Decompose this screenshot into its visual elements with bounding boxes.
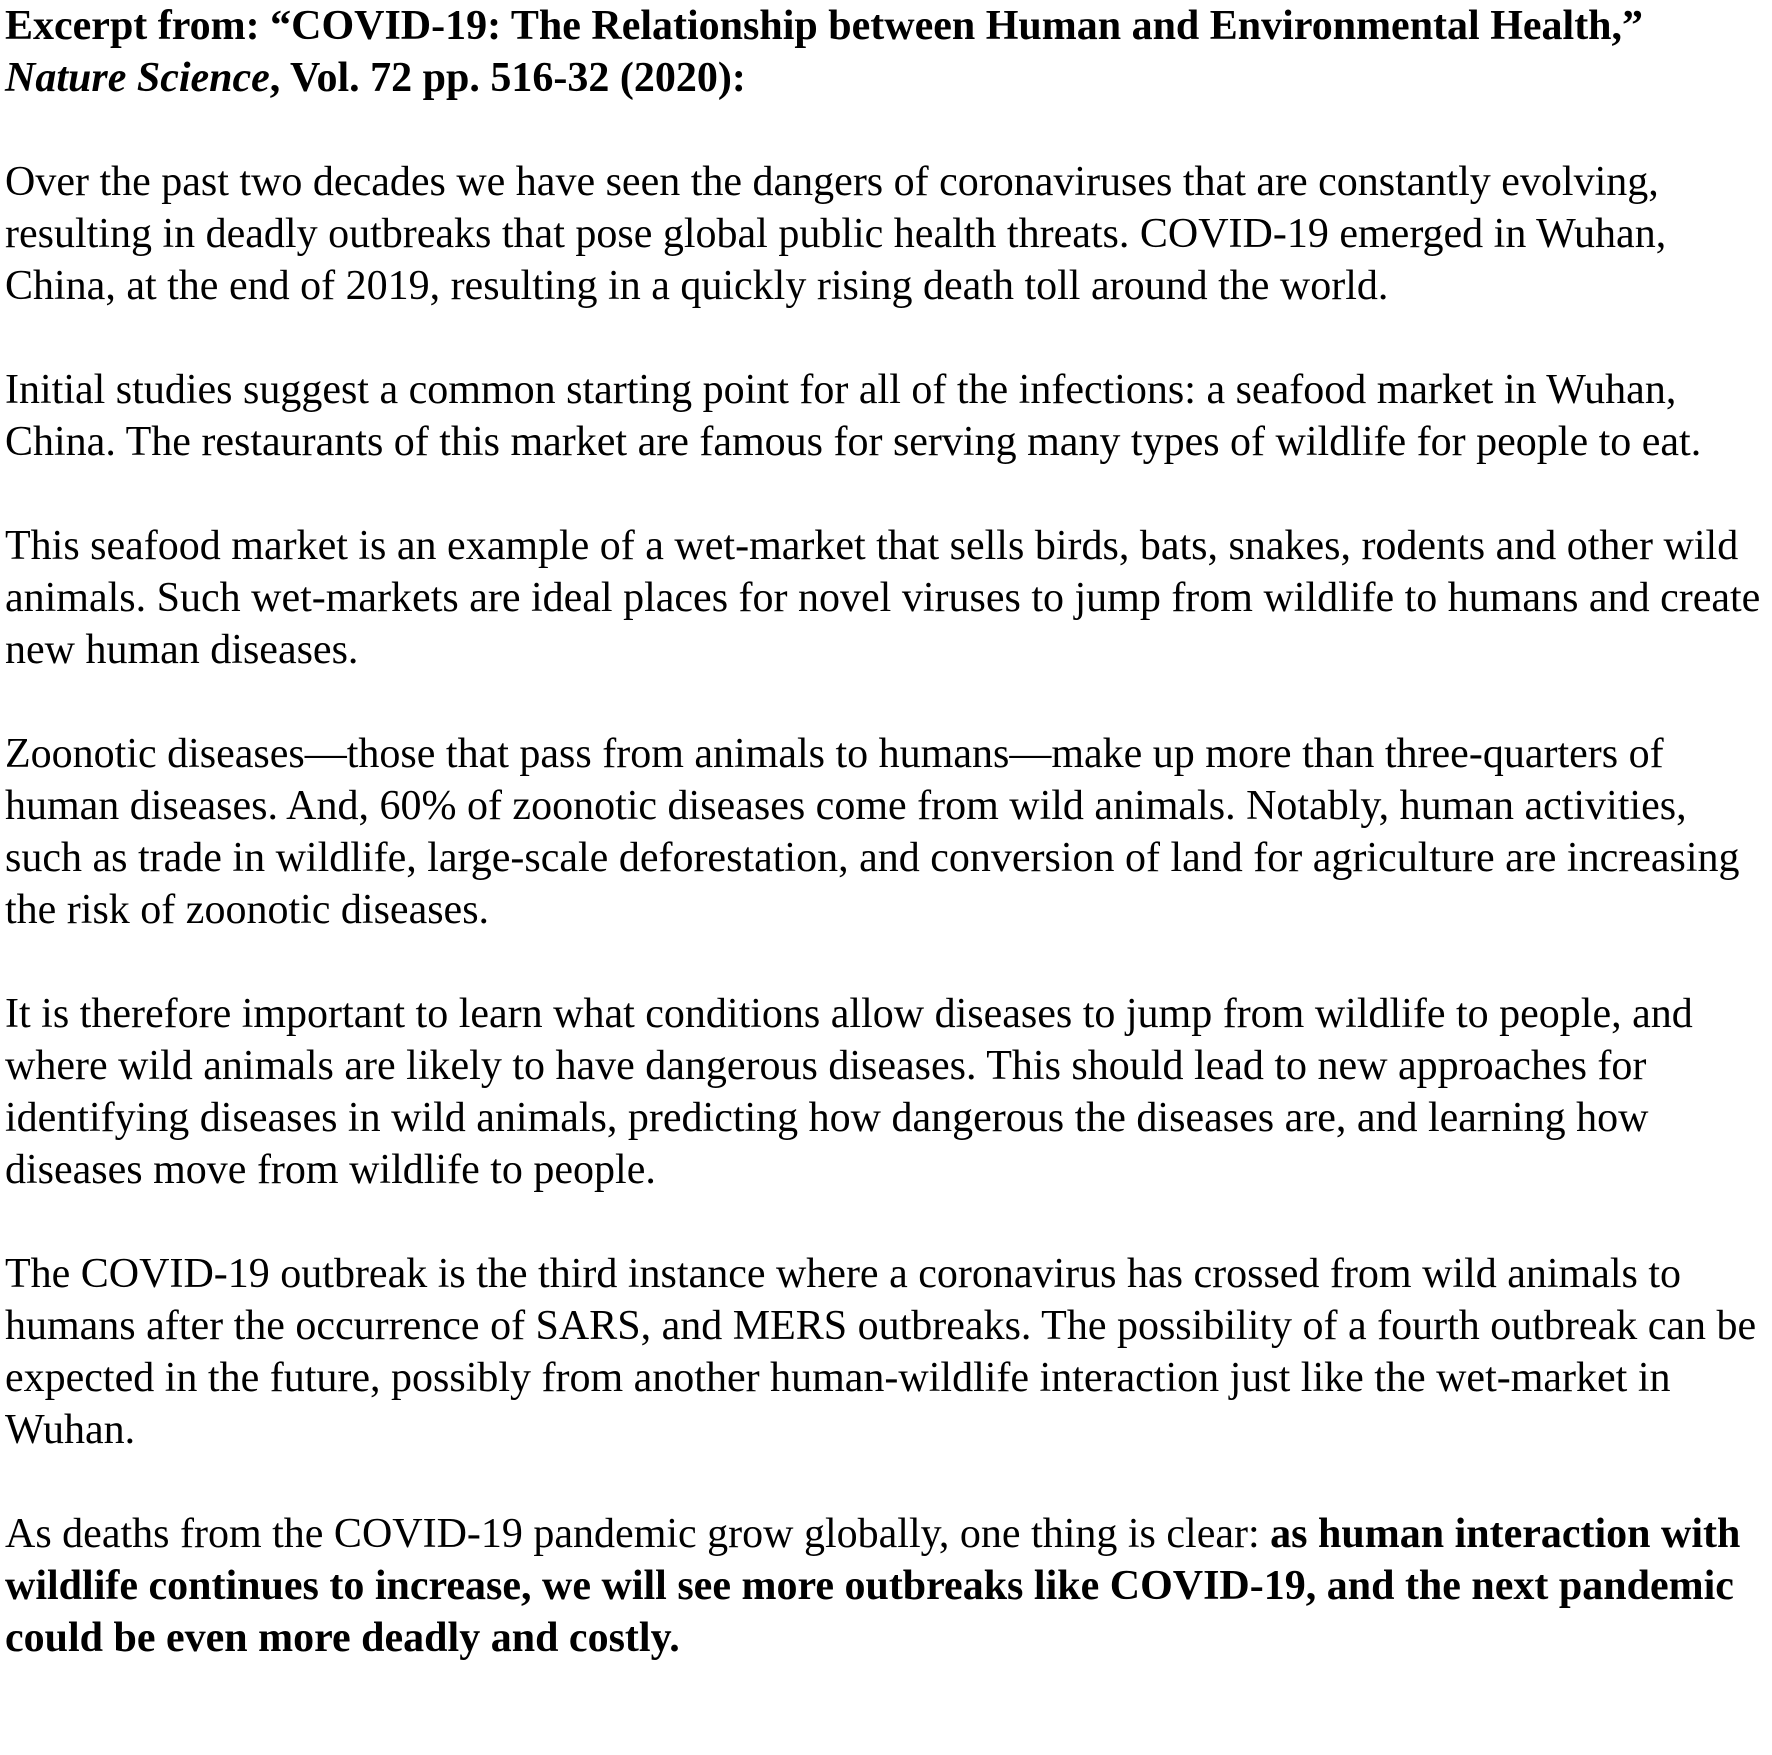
header-suffix: , Vol. 72 pp. 516-32 (2020):: [269, 55, 746, 101]
paragraph-6: The COVID-19 outbreak is the third instance where a coronavirus has crossed from wild animals to humans after the occurrence of SARS, and MERS outbreaks. The possibility of a fourth outbreak can be expected in the future, possibly from another human-wildlife interaction just like the wet-market in Wuhan.: [5, 1251, 1757, 1453]
document-page: [5, 0, 1767, 1664]
paragraph-2: Initial studies suggest a common starting point for all of the infections: a seafood market in Wuhan, China. The restaurants of this market are famous for serving many types of wildlife for people to eat.: [5, 367, 1702, 465]
paragraph-3: This seafood market is an example of a wet-market that sells birds, bats, snakes, rodents and other wild animals. Such wet-markets are ideal places for novel viruses to jump from wildlife to humans and create new human diseases.: [5, 523, 1761, 673]
header-prefix: Excerpt from: “COVID-19: The Relationship between Human and Environmental Health,”: [5, 3, 1644, 49]
conclusion-plain: As deaths from the COVID-19 pandemic grow globally, one thing is clear:: [5, 1511, 1271, 1557]
paragraph-1: Over the past two decades we have seen the dangers of coronaviruses that are constantly evolving, resulting in deadly outbreaks that pose global public health threats. COVID-19 emerged in Wuhan, China, at the end of 2019, resulting in a quickly rising death toll around the world.: [5, 159, 1667, 309]
excerpt-header: [5, 0, 1767, 104]
paragraph-4: Zoonotic diseases—those that pass from animals to humans—make up more than three-quarters of human diseases. And, 60% of zoonotic diseases come from wild animals. Notably, human activities, such as trade in wildlife, large-scale deforestation, and conversion of land for agriculture are increasing the risk of zoonotic diseases.: [5, 731, 1740, 933]
journal-name: Nature Science: [5, 55, 270, 101]
conclusion-paragraph: [5, 1508, 1767, 1664]
conclusion-bold: as human interaction with wildlife continues to increase, we will see more outbreaks like COVID-19, and the next pandemic could be even more deadly and costly.: [5, 1511, 1741, 1661]
paragraph-5: It is therefore important to learn what conditions allow diseases to jump from wildlife to people, and where wild animals are likely to have dangerous diseases. This should lead to new approaches for identifying diseases in wild animals, predicting how dangerous the diseases are, and learning how diseases move from wildlife to people.: [5, 991, 1693, 1193]
